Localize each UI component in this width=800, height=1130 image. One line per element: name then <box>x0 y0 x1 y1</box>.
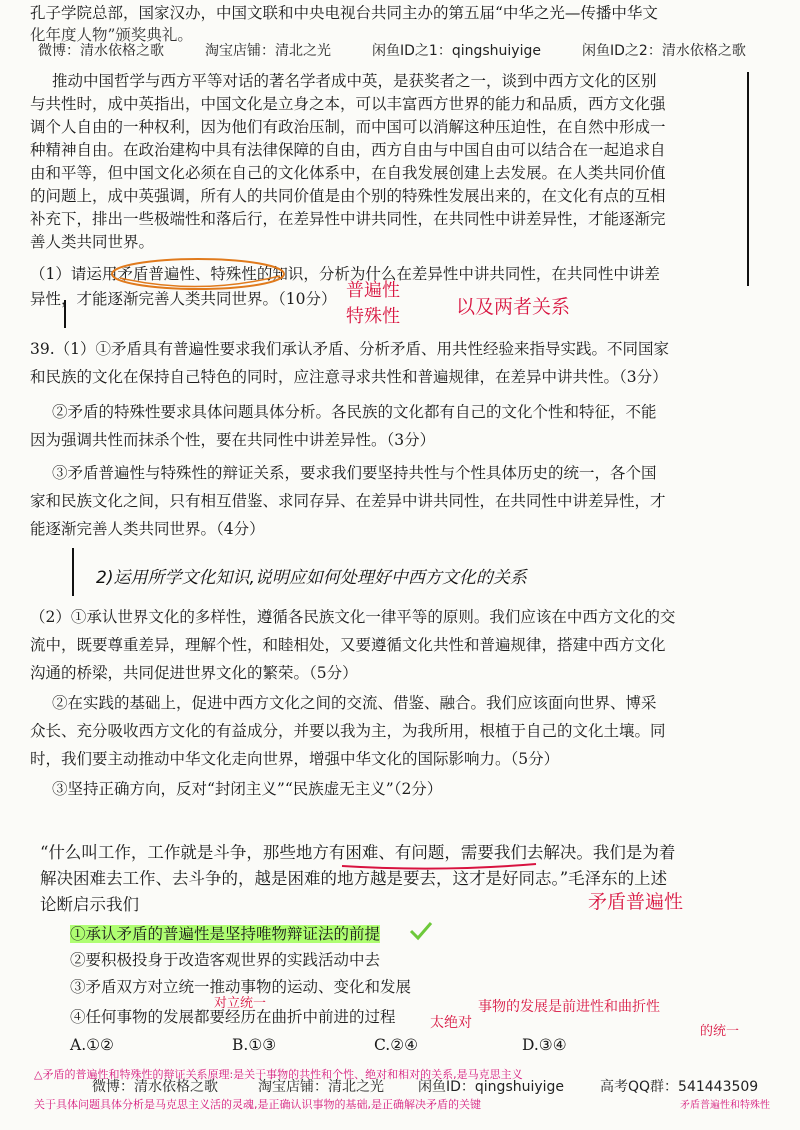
watermark-weibo: 微博：清水依格之歌 <box>38 43 164 59</box>
bottom-note-right: 矛盾普遍性和特殊性 <box>680 1100 770 1111</box>
passage-line-7: 善人类共同世界。 <box>30 233 155 251</box>
question-1-line-0: （1）请运用矛盾普遍性、特殊性的知识，分析为什么在差异性中讲共同性，在共同性中讲差 <box>30 265 660 283</box>
answer-1-line-3: 因为强调共性而抹杀个性，要在共同性中讲差异性。（3分） <box>30 431 436 449</box>
answer-1-line-2: ②矛盾的特殊性要求具体问题具体分析。各民族的文化都有自己的文化个性和特征，不能 <box>52 403 657 421</box>
passage-line-5: 的问题上，成中英强调，所有人的共同价值是由个别的特殊性发展出来的，在文化有点的互相 <box>30 187 666 205</box>
watermark-xianyu-2: 闲鱼ID之2：清水依格之歌 <box>582 43 746 59</box>
answer-1-line-4: ③矛盾普遍性与特殊性的辩证关系，要求我们要坚持共性与个性具体历史的统一，各个国 <box>52 464 657 482</box>
top-line-0b: 化年度人物”颁奖典礼。 <box>30 26 193 44</box>
question-1-line-1: 异性，才能逐渐完善人类共同世界。（10分） <box>30 290 337 308</box>
answer-2-line-2: 沟通的桥梁，共同促进世界文化的繁荣。（5分） <box>30 664 358 682</box>
passage-line-1: 与共性时，成中英指出，中国文化是立身之本，可以丰富西方世界的能力和品质，西方文化强 <box>30 95 666 113</box>
answer-2-line-3: ②在实践的基础上，促进中西方文化之间的交流、借鉴、融合。我们应该面向世界、博采 <box>52 694 657 712</box>
q1-note-universal: 普遍性 <box>346 280 400 301</box>
option-3-note: 对立统一 <box>214 996 267 1011</box>
answer-1-line-0: 39.（1）①矛盾具有普遍性要求我们承认矛盾、分析矛盾、用共性经验来指导实践。不同国家 <box>30 340 670 358</box>
option-3: ③矛盾双方对立统一推动事物的运动、变化和发展 <box>70 978 412 996</box>
watermark-xianyu-1: 闲鱼ID之1：qingshuiyige <box>372 43 541 59</box>
red-underline-difficulty <box>340 860 540 872</box>
answer-2-line-6: ③坚持正确方向，反对“封闭主义”“民族虚无主义”（2分） <box>52 780 443 798</box>
watermark-bottom-xianyu: 闲鱼ID：qingshuiyige <box>418 1079 565 1095</box>
mao-question-line-2: 论断启示我们 <box>40 895 139 914</box>
passage-line-3: 种精神自由。在政治建构中具有法律保障的自由，西方自由与中国自由可以结合在一起追求自 <box>30 141 666 159</box>
choice-a: A.①② <box>70 1036 114 1054</box>
option-4: ④任何事物的发展都要经历在曲折中前进的过程 <box>70 1008 396 1026</box>
answer-2-line-1: 流中，既要尊重差异，理解个性，和睦相处，又要遵循文化共性和普遍规律，搭建中西方文化 <box>30 636 666 654</box>
passage-line-4: 由和平等，但中国文化必须在自己的文化体系中，在自我发展创建上去发展。在人类共同价值 <box>30 164 666 182</box>
top-line-0: 孔子学院总部，国家汉办，中国文联和中央电视台共同主办的第五届“中华之光—传播中华文 <box>30 4 658 22</box>
watermark-taobao: 淘宝店铺：清北之光 <box>205 43 331 59</box>
answer-2-line-0: （2）①承认世界文化的多样性，遵循各民族文化一律平等的原则。我们应该在中西方文化的交 <box>30 608 676 626</box>
choice-b: B.①③ <box>232 1036 277 1054</box>
choice-d: D.③④ <box>522 1036 567 1054</box>
mao-question-line-0: “什么叫工作，工作就是斗争，那些地方有困难、有问题，需要我们去解决。我们是为着 <box>40 843 676 862</box>
mao-question-line-1: 解决困难去工作、去斗争的，越是困难的地方越是要去，这才是好同志。”毛泽东的上述 <box>40 869 668 888</box>
option-1-text: ①承认矛盾的普遍性是坚持唯物辩证法的前提 <box>70 925 381 943</box>
passage-line-0: 推动中国哲学与西方平等对话的著名学者成中英，是获奖者之一，谈到中西方文化的区别 <box>52 72 657 90</box>
choice-c: C.②④ <box>374 1036 419 1054</box>
answer-1-line-6: 能逐渐完善人类共同世界。（4分） <box>30 520 265 538</box>
watermark-bottom-weibo: 微博：清水依格之歌 <box>92 1079 218 1095</box>
passage-line-2: 调个人自由的一种权利，因为他们有政治压制，而中国可以消解这种压迫性，在自然中形成一 <box>30 118 666 136</box>
watermark-bottom-taobao: 淘宝店铺：清北之光 <box>258 1079 384 1095</box>
option-2: ②要积极投身于改造客观世界的实践活动中去 <box>70 951 381 969</box>
answer-2-line-4: 众长、充分吸收西方文化的有益成分，并要以我为主，为我所用，根植于自己的文化土壤。同 <box>30 722 666 740</box>
mao-note: 矛盾普遍性 <box>588 891 684 913</box>
bottom-note-1: △矛盾的普遍性和特殊性的辩证关系原理:是关于事物的共性和个性、绝对和相对的关系,是马克思主义 <box>34 1068 523 1081</box>
q1-note-particular: 特殊性 <box>346 306 400 327</box>
answer-2-line-5: 时，我们要主动推动中华文化走向世界，增强中华文化的国际影响力。（5分） <box>30 750 560 768</box>
orange-circle-mark <box>108 256 288 296</box>
q2-banner-bar <box>72 548 74 596</box>
option-4-note-3: 的统一 <box>700 1024 740 1039</box>
bottom-note-2: 关于具体问题具体分析是马克思主义活的灵魂,是正确认识事物的基础,是正确解决矛盾的关键 <box>34 1098 481 1111</box>
answer-1-line-1: 和民族的文化在保持自己特色的同时，应注意寻求共性和普遍规律，在差异中讲共性。（3分） <box>30 368 668 386</box>
option-4-note-2: 事物的发展是前进性和曲折性 <box>478 999 660 1015</box>
watermark-bottom-qq: 高考QQ群：541443509 <box>600 1079 759 1095</box>
option-4-note-1: 太绝对 <box>430 1015 472 1031</box>
checkmark-icon <box>408 920 434 942</box>
option-1 <box>70 922 380 944</box>
q2-handwritten-question: 2)运用所学文化知识,说明应如何处理好中西方文化的关系 <box>96 568 527 588</box>
answer-1-line-5: 家和民族文化之间，只有相互借鉴、求同存异、在差异中讲共同性，在共同性中讲差异性，才 <box>30 492 666 510</box>
q1-note-relationship: 以及两者关系 <box>456 296 571 318</box>
passage-line-6: 补充下，排出一些极端性和落后行，在差异性中讲共同性，在共同性中讲差异性，才能逐渐完 <box>30 210 666 228</box>
